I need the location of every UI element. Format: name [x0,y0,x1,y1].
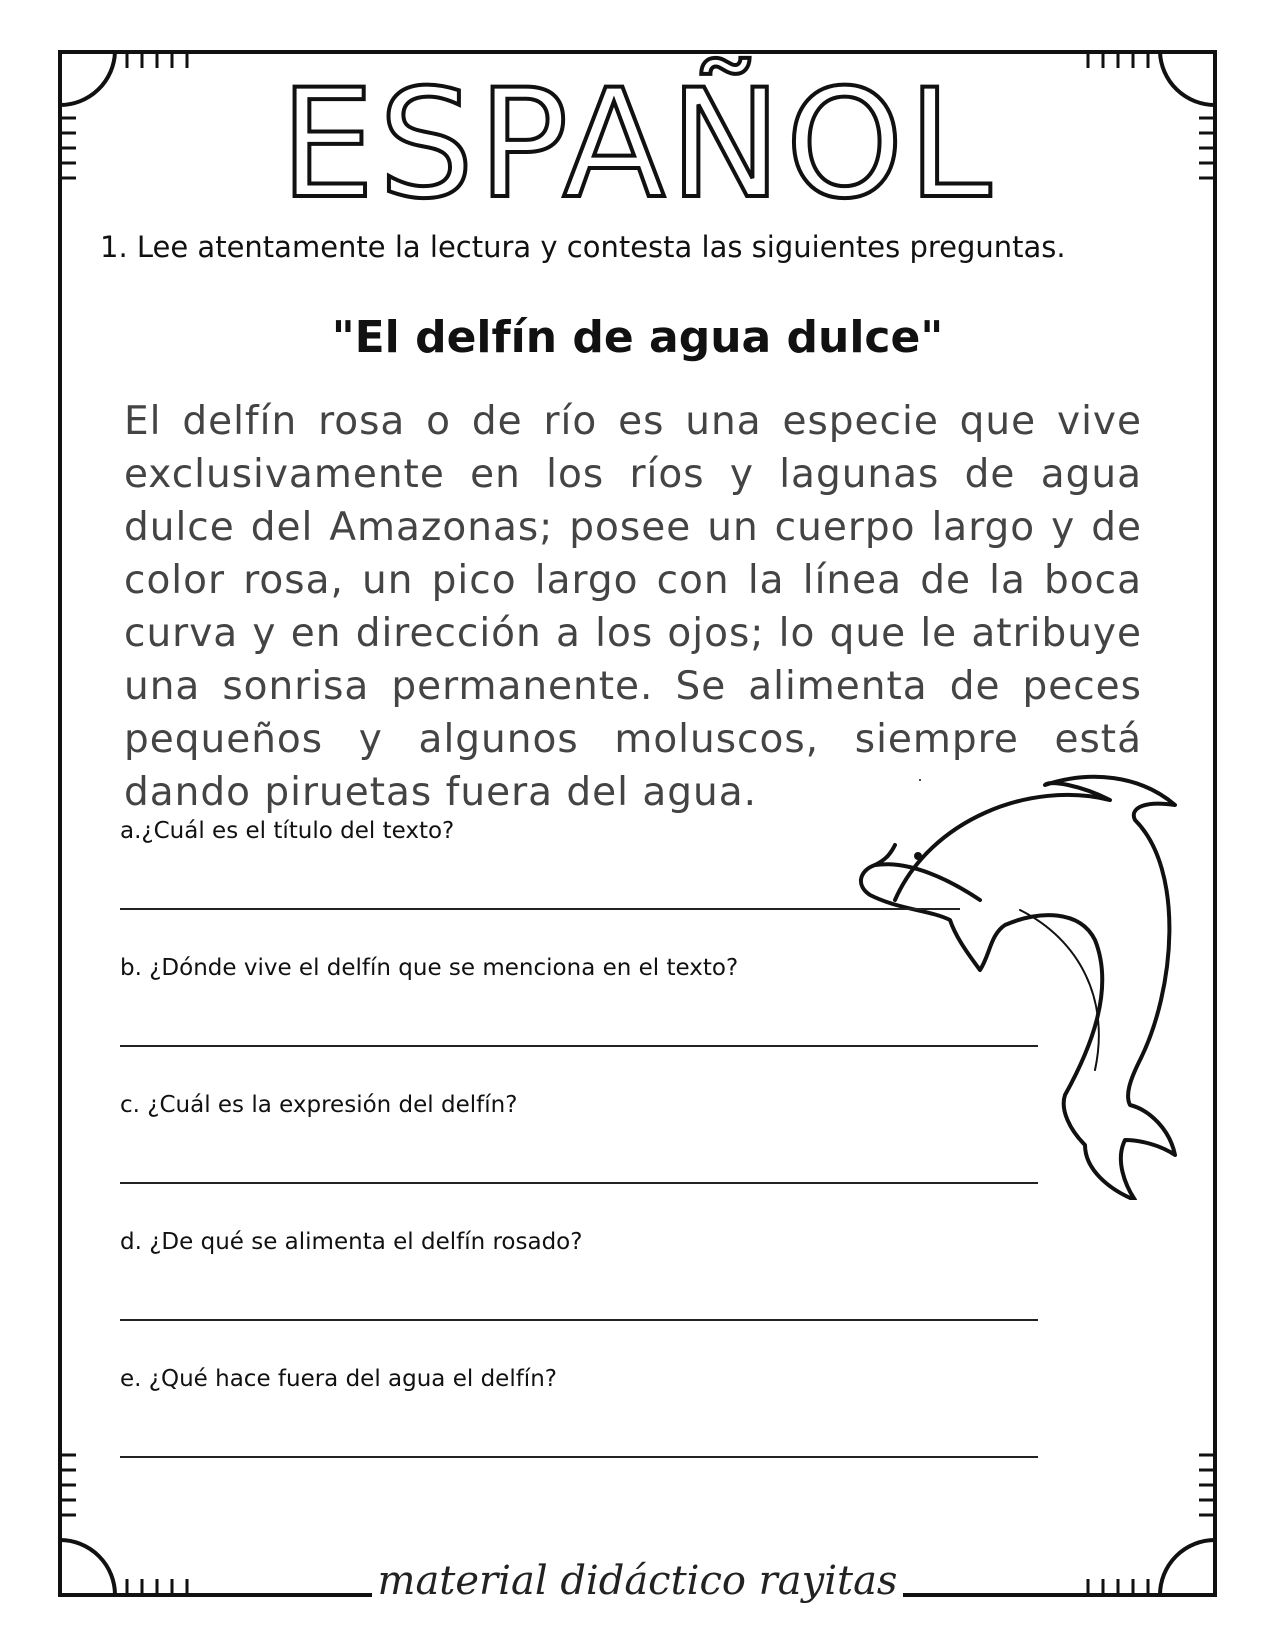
answer-line-d[interactable] [120,1319,1038,1321]
answer-line-b[interactable] [120,1045,1038,1047]
answer-line-a[interactable] [120,908,960,910]
question-e: e. ¿Qué hace fuera del agua el delfín? [120,1366,557,1392]
question-a: a.¿Cuál es el título del texto? [120,818,455,844]
footer-credit-text: material didáctico rayitas [372,1558,904,1604]
question-d: d. ¿De qué se alimenta el delfín rosado? [120,1229,583,1255]
question-c: c. ¿Cuál es la expresión del delfín? [120,1092,518,1118]
answer-line-e[interactable] [120,1456,1038,1458]
dolphin-icon [840,760,1210,1200]
page-title: ESPAÑOL [279,58,996,232]
answer-line-c[interactable] [120,1182,1038,1184]
footer-credit [0,1558,1275,1604]
reading-title: "El delfín de agua dulce" [331,312,944,363]
instruction-text: 1. Lee atentamente la lectura y contesta las siguientes preguntas. [100,230,1066,264]
question-b: b. ¿Dónde vive el delfín que se menciona en el texto? [120,955,739,981]
reading-passage: El delfín rosa o de río es una especie que vive exclusivamente en los ríos y lagunas de agua dulce del Amazonas; posee un cuerpo largo y de color rosa, un pico largo con la línea de la boca curva y en dirección a los ojos; lo que le atribuye una sonrisa permanente. Se alimenta de peces pequeños y algunos moluscos, siempre está dando piruetas fuera del agua. [124,399,1142,815]
